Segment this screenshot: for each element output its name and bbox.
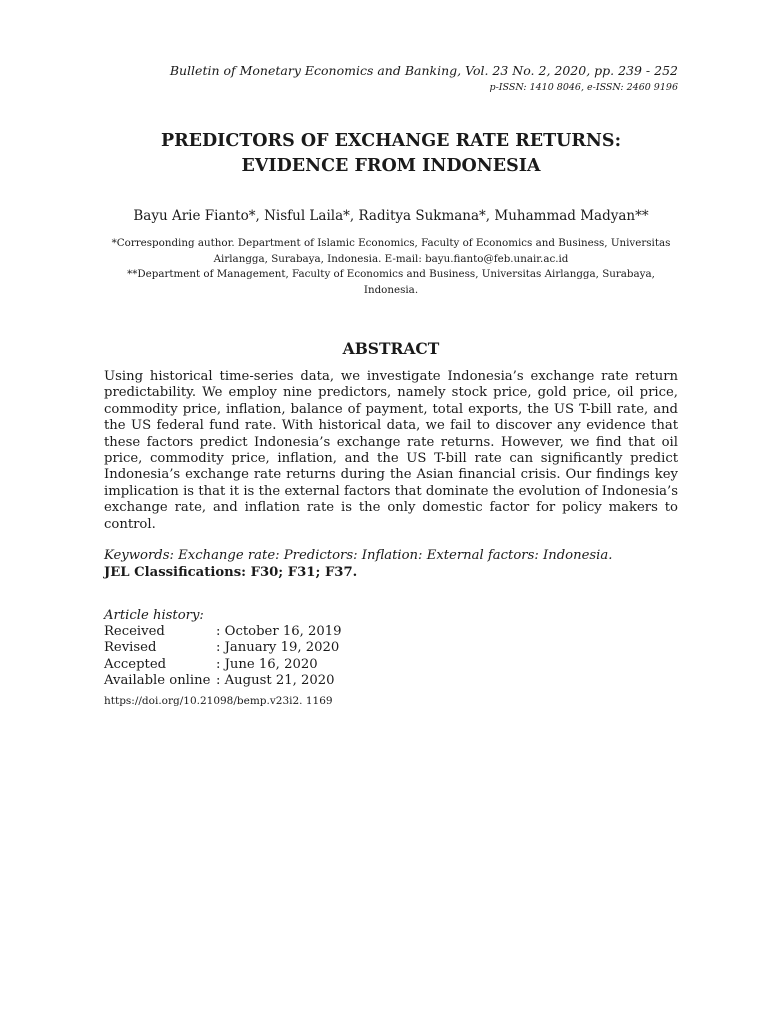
title-line-2: EVIDENCE FROM INDONESIA (241, 156, 541, 176)
history-value: : August 21, 2020 (216, 672, 335, 688)
article-history-label: Article history: (104, 608, 204, 623)
history-row-accepted (104, 657, 342, 673)
abstract-heading: ABSTRACT (342, 339, 440, 358)
abstract-body: Using historical time-series data, we investigate Indonesia’s exchange rate return predictability. We employ nine predictors, namely stock price, gold price, oil price, commodity price, inflation, balance of payment, total exports, the US T-bill rate, and the US federal fund rate. With historical data, we fail to discover any evidence that these factors predict Indonesia’s exchange rate returns. However, we find that oil price, commodity price, inflation, and the US T-bill rate can significantly predict Indonesia’s exchange rate returns during the Asian financial crisis. Our findings key implication is that it is the external factors that dominate the evolution of Indonesia’s exchange rate, and inflation rate is the only domestic factor for policy makers to control. (104, 369, 678, 532)
jel-classifications: JEL Classifications: F30; F31; F37. (104, 564, 358, 580)
history-key: Received (104, 624, 165, 640)
title-line-1: PREDICTORS OF EXCHANGE RATE RETURNS: (160, 131, 622, 151)
paper-title (104, 129, 678, 179)
history-row-available-online (104, 673, 342, 689)
issn-line: p-ISSN: 1410 8046, e-ISSN: 2460 9196 (489, 82, 678, 93)
keywords-block (104, 548, 612, 581)
history-key: Available online (104, 672, 211, 688)
keywords-line: Keywords: Exchange rate: Predictors: Inflation: External factors: Indonesia. (104, 548, 613, 563)
affiliations (104, 236, 678, 298)
history-value: : October 16, 2019 (216, 624, 342, 640)
doi-link[interactable]: https://doi.org/10.21098/bemp.v23i2. 1169 (104, 695, 333, 707)
history-row-revised (104, 640, 342, 656)
article-history (104, 608, 342, 689)
affiliation-1: *Corresponding author. Department of Islamic Economics, Faculty of Economics and Business, Universitas Airlangga, Surabaya, Indonesia. E-mail: bayu.fianto@feb.unair.ac.id (111, 237, 671, 265)
journal-citation: Bulletin of Monetary Economics and Banking, Vol. 23 No. 2, 2020, pp. 239 - 252 (169, 63, 678, 78)
paper-page (104, 0, 678, 1024)
history-key: Accepted (104, 656, 167, 672)
author-list: Bayu Arie Fianto*, Nisful Laila*, Raditya Sukmana*, Muhammad Madyan** (133, 208, 649, 224)
affiliation-2: **Department of Management, Faculty of Economics and Business, Universitas Airlangga, Surabaya, Indonesia. (127, 268, 655, 296)
history-value: : January 19, 2020 (216, 640, 340, 656)
history-value: : June 16, 2020 (216, 656, 318, 672)
history-row-received (104, 624, 342, 640)
history-key: Revised (104, 640, 157, 656)
